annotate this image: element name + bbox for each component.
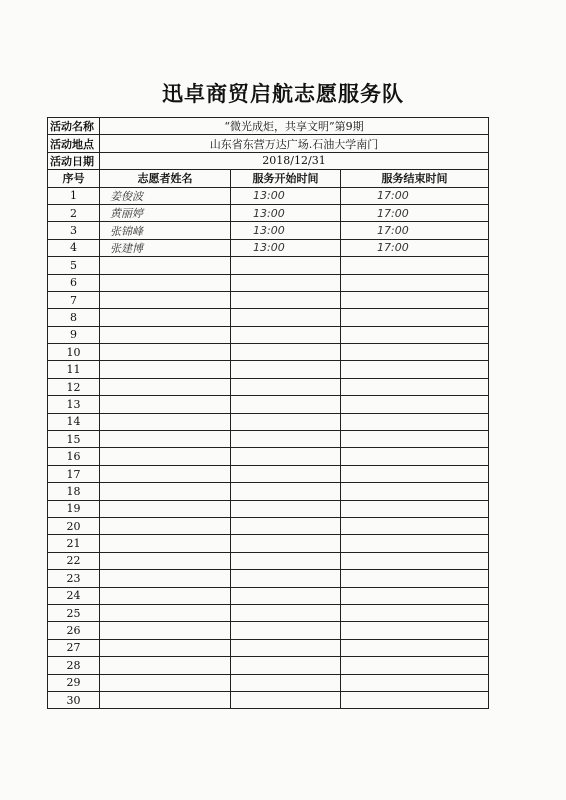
- end-time-cell: [341, 326, 489, 343]
- volunteer-name-cell: [100, 639, 231, 656]
- row-number: 7: [48, 291, 100, 308]
- start-time-cell: [231, 257, 341, 274]
- row-number: 29: [48, 674, 100, 691]
- volunteer-name-cell: [100, 291, 231, 308]
- row-number: 20: [48, 517, 100, 534]
- table-row: [48, 691, 489, 708]
- table-row: [48, 431, 489, 448]
- volunteer-name-cell: [100, 517, 231, 534]
- row-number: 6: [48, 274, 100, 291]
- column-header-row: [48, 170, 489, 187]
- row-number: 24: [48, 587, 100, 604]
- activity-date-row: [48, 152, 489, 169]
- signup-table: [47, 117, 489, 709]
- volunteer-name-cell: [100, 483, 231, 500]
- end-time-cell: [341, 309, 489, 326]
- end-time-cell: [341, 500, 489, 517]
- volunteer-name-cell: [100, 691, 231, 708]
- end-time-cell: [341, 361, 489, 378]
- table-row: [48, 517, 489, 534]
- row-number: 12: [48, 378, 100, 395]
- end-time-cell: [341, 604, 489, 621]
- end-time-cell: 17:00: [341, 187, 489, 204]
- header-volunteer-name: 志愿者姓名: [100, 170, 231, 187]
- volunteer-name-cell: [100, 622, 231, 639]
- row-number: 10: [48, 344, 100, 361]
- table-row: [48, 344, 489, 361]
- table-row: [48, 204, 489, 221]
- row-number: 4: [48, 239, 100, 256]
- header-start-time: 服务开始时间: [231, 170, 341, 187]
- table-row: [48, 326, 489, 343]
- end-time-cell: [341, 344, 489, 361]
- start-time-cell: [231, 361, 341, 378]
- row-number: 19: [48, 500, 100, 517]
- start-time-cell: 13:00: [231, 222, 341, 239]
- row-number: 11: [48, 361, 100, 378]
- end-time-cell: 17:00: [341, 204, 489, 221]
- row-number: 26: [48, 622, 100, 639]
- table-row: [48, 291, 489, 308]
- row-number: 8: [48, 309, 100, 326]
- end-time-cell: [341, 517, 489, 534]
- start-time-cell: [231, 639, 341, 656]
- start-time-cell: [231, 622, 341, 639]
- end-time-cell: [341, 257, 489, 274]
- row-number: 22: [48, 552, 100, 569]
- end-time-cell: [341, 587, 489, 604]
- start-time-cell: [231, 657, 341, 674]
- start-time-cell: [231, 396, 341, 413]
- start-time-cell: [231, 517, 341, 534]
- start-time-cell: [231, 483, 341, 500]
- start-time-cell: [231, 274, 341, 291]
- volunteer-name-cell: 张锦峰: [100, 222, 231, 239]
- end-time-cell: [341, 657, 489, 674]
- row-number: 27: [48, 639, 100, 656]
- row-number: 30: [48, 691, 100, 708]
- table-row: [48, 239, 489, 256]
- volunteer-name-cell: [100, 570, 231, 587]
- row-number: 25: [48, 604, 100, 621]
- volunteer-name-cell: [100, 413, 231, 430]
- start-time-cell: [231, 570, 341, 587]
- volunteer-name-cell: [100, 674, 231, 691]
- table-row: [48, 622, 489, 639]
- volunteer-name-cell: [100, 587, 231, 604]
- end-time-cell: [341, 378, 489, 395]
- start-time-cell: [231, 587, 341, 604]
- activity-place-label: 活动地点: [48, 135, 100, 152]
- end-time-cell: [341, 570, 489, 587]
- activity-name-value: “微光成炬，共享文明”第9期: [100, 118, 489, 135]
- activity-date-value: 2018/12/31: [100, 152, 489, 169]
- table-row: [48, 448, 489, 465]
- row-number: 14: [48, 413, 100, 430]
- end-time-cell: [341, 552, 489, 569]
- row-number: 2: [48, 204, 100, 221]
- volunteer-name-cell: [100, 604, 231, 621]
- table-row: [48, 552, 489, 569]
- start-time-cell: [231, 431, 341, 448]
- volunteer-name-cell: [100, 309, 231, 326]
- end-time-cell: [341, 639, 489, 656]
- document-title: 迅卓商贸启航志愿服务队: [162, 82, 404, 106]
- row-number: 23: [48, 570, 100, 587]
- table-row: [48, 274, 489, 291]
- start-time-cell: [231, 691, 341, 708]
- start-time-cell: [231, 344, 341, 361]
- table-row: [48, 222, 489, 239]
- table-row: [48, 413, 489, 430]
- end-time-cell: [341, 396, 489, 413]
- row-number: 1: [48, 187, 100, 204]
- activity-place-row: [48, 135, 489, 152]
- volunteer-name-cell: [100, 448, 231, 465]
- row-number: 9: [48, 326, 100, 343]
- header-number: 序号: [48, 170, 100, 187]
- end-time-cell: [341, 431, 489, 448]
- row-number: 3: [48, 222, 100, 239]
- table-row: [48, 396, 489, 413]
- table-row: [48, 309, 489, 326]
- volunteer-name-cell: [100, 535, 231, 552]
- start-time-cell: [231, 465, 341, 482]
- end-time-cell: [341, 291, 489, 308]
- volunteer-name-cell: 张建博: [100, 239, 231, 256]
- activity-place-value: 山东省东营万达广场.石油大学南门: [100, 135, 489, 152]
- start-time-cell: [231, 535, 341, 552]
- table-row: [48, 674, 489, 691]
- volunteer-name-cell: [100, 552, 231, 569]
- row-number: 28: [48, 657, 100, 674]
- volunteer-name-cell: [100, 274, 231, 291]
- start-time-cell: 13:00: [231, 187, 341, 204]
- end-time-cell: [341, 674, 489, 691]
- start-time-cell: [231, 291, 341, 308]
- end-time-cell: [341, 622, 489, 639]
- start-time-cell: [231, 309, 341, 326]
- row-number: 5: [48, 257, 100, 274]
- end-time-cell: [341, 413, 489, 430]
- volunteer-name-cell: [100, 500, 231, 517]
- volunteer-name-cell: [100, 378, 231, 395]
- volunteer-name-cell: [100, 657, 231, 674]
- volunteer-name-cell: [100, 257, 231, 274]
- activity-date-label: 活动日期: [48, 152, 100, 169]
- start-time-cell: 13:00: [231, 239, 341, 256]
- table-row: [48, 639, 489, 656]
- row-number: 18: [48, 483, 100, 500]
- table-row: [48, 604, 489, 621]
- table-row: [48, 361, 489, 378]
- start-time-cell: [231, 604, 341, 621]
- table-row: [48, 657, 489, 674]
- volunteer-name-cell: [100, 344, 231, 361]
- table-row: [48, 535, 489, 552]
- end-time-cell: [341, 448, 489, 465]
- volunteer-name-cell: [100, 326, 231, 343]
- start-time-cell: [231, 674, 341, 691]
- table-row: [48, 587, 489, 604]
- start-time-cell: [231, 413, 341, 430]
- volunteer-name-cell: 黄丽婷: [100, 204, 231, 221]
- row-number: 21: [48, 535, 100, 552]
- table-row: [48, 187, 489, 204]
- end-time-cell: [341, 691, 489, 708]
- table-row: [48, 570, 489, 587]
- table-row: [48, 483, 489, 500]
- end-time-cell: 17:00: [341, 222, 489, 239]
- volunteer-name-cell: [100, 431, 231, 448]
- volunteer-name-cell: [100, 396, 231, 413]
- start-time-cell: [231, 326, 341, 343]
- volunteer-name-cell: [100, 361, 231, 378]
- start-time-cell: 13:00: [231, 204, 341, 221]
- end-time-cell: [341, 465, 489, 482]
- table-row: [48, 378, 489, 395]
- volunteer-name-cell: [100, 465, 231, 482]
- table-row: [48, 257, 489, 274]
- start-time-cell: [231, 378, 341, 395]
- end-time-cell: [341, 483, 489, 500]
- end-time-cell: [341, 535, 489, 552]
- start-time-cell: [231, 500, 341, 517]
- volunteer-name-cell: 姜俊波: [100, 187, 231, 204]
- start-time-cell: [231, 552, 341, 569]
- activity-name-label: 活动名称: [48, 118, 100, 135]
- table-row: [48, 465, 489, 482]
- end-time-cell: [341, 274, 489, 291]
- start-time-cell: [231, 448, 341, 465]
- row-number: 15: [48, 431, 100, 448]
- activity-name-row: [48, 118, 489, 135]
- header-end-time: 服务结束时间: [341, 170, 489, 187]
- table-row: [48, 500, 489, 517]
- row-number: 16: [48, 448, 100, 465]
- end-time-cell: 17:00: [341, 239, 489, 256]
- row-number: 13: [48, 396, 100, 413]
- row-number: 17: [48, 465, 100, 482]
